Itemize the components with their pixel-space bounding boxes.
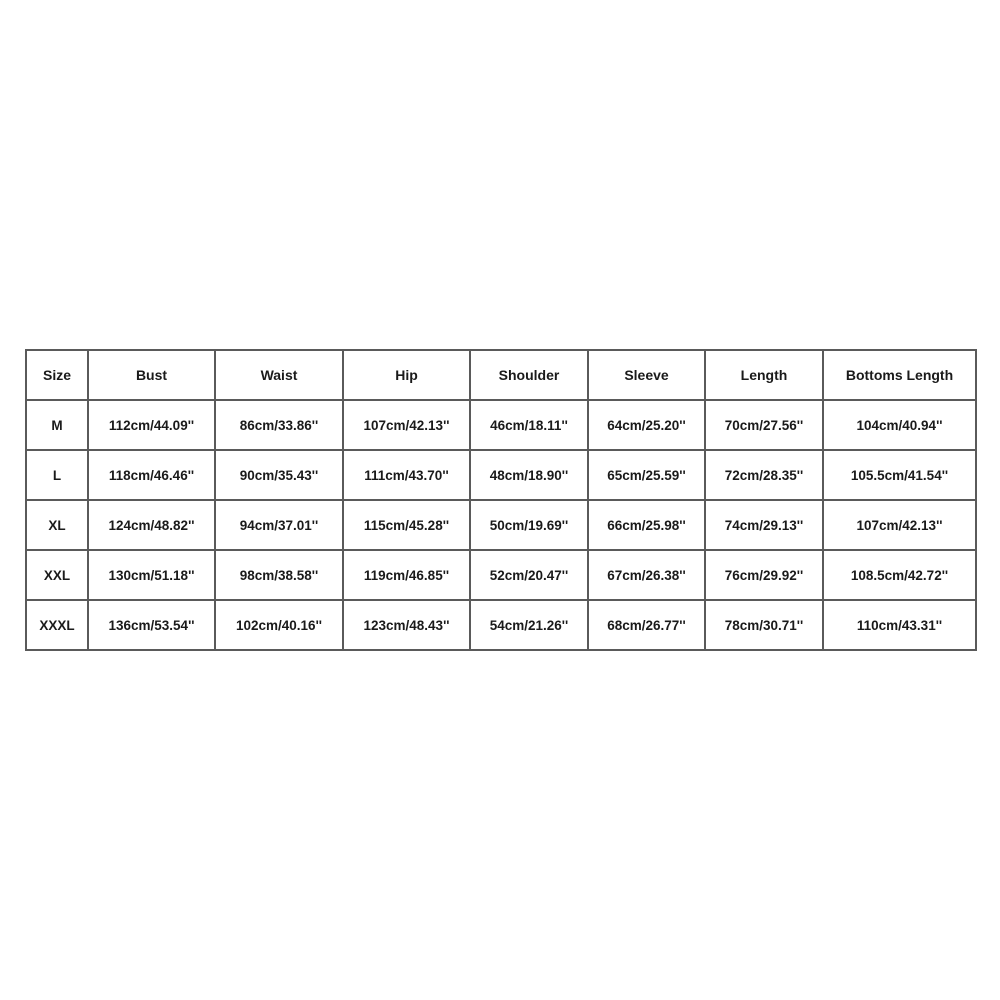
cell-bust: 118cm/46.46''	[88, 450, 215, 500]
cell-waist: 90cm/35.43''	[215, 450, 343, 500]
header-bust: Bust	[88, 350, 215, 400]
cell-sleeve: 68cm/26.77''	[588, 600, 705, 650]
cell-shoulder: 46cm/18.11''	[470, 400, 588, 450]
cell-bottoms-length: 108.5cm/42.72''	[823, 550, 976, 600]
table-row	[26, 500, 976, 550]
cell-waist: 102cm/40.16''	[215, 600, 343, 650]
cell-shoulder: 50cm/19.69''	[470, 500, 588, 550]
cell-waist: 98cm/38.58''	[215, 550, 343, 600]
cell-hip: 123cm/48.43''	[343, 600, 470, 650]
header-waist: Waist	[215, 350, 343, 400]
size-chart-table	[25, 349, 977, 651]
table-row	[26, 450, 976, 500]
cell-size: XXXL	[26, 600, 88, 650]
cell-sleeve: 67cm/26.38''	[588, 550, 705, 600]
table-row	[26, 550, 976, 600]
cell-bust: 112cm/44.09''	[88, 400, 215, 450]
header-hip: Hip	[343, 350, 470, 400]
cell-bottoms-length: 107cm/42.13''	[823, 500, 976, 550]
header-shoulder: Shoulder	[470, 350, 588, 400]
cell-size: XXL	[26, 550, 88, 600]
cell-bottoms-length: 104cm/40.94''	[823, 400, 976, 450]
cell-bust: 136cm/53.54''	[88, 600, 215, 650]
cell-hip: 107cm/42.13''	[343, 400, 470, 450]
header-length: Length	[705, 350, 823, 400]
cell-sleeve: 65cm/25.59''	[588, 450, 705, 500]
cell-bottoms-length: 110cm/43.31''	[823, 600, 976, 650]
cell-waist: 94cm/37.01''	[215, 500, 343, 550]
cell-sleeve: 66cm/25.98''	[588, 500, 705, 550]
table-row	[26, 400, 976, 450]
cell-hip: 115cm/45.28''	[343, 500, 470, 550]
cell-bottoms-length: 105.5cm/41.54''	[823, 450, 976, 500]
cell-waist: 86cm/33.86''	[215, 400, 343, 450]
cell-size: XL	[26, 500, 88, 550]
cell-length: 72cm/28.35''	[705, 450, 823, 500]
cell-bust: 124cm/48.82''	[88, 500, 215, 550]
cell-size: L	[26, 450, 88, 500]
cell-length: 74cm/29.13''	[705, 500, 823, 550]
table-row	[26, 600, 976, 650]
header-bottoms-length: Bottoms Length	[823, 350, 976, 400]
cell-shoulder: 52cm/20.47''	[470, 550, 588, 600]
cell-length: 78cm/30.71''	[705, 600, 823, 650]
cell-shoulder: 54cm/21.26''	[470, 600, 588, 650]
cell-bust: 130cm/51.18''	[88, 550, 215, 600]
table-header-row	[26, 350, 976, 400]
cell-hip: 111cm/43.70''	[343, 450, 470, 500]
cell-size: M	[26, 400, 88, 450]
cell-length: 70cm/27.56''	[705, 400, 823, 450]
cell-length: 76cm/29.92''	[705, 550, 823, 600]
header-sleeve: Sleeve	[588, 350, 705, 400]
cell-shoulder: 48cm/18.90''	[470, 450, 588, 500]
header-size: Size	[26, 350, 88, 400]
cell-hip: 119cm/46.85''	[343, 550, 470, 600]
cell-sleeve: 64cm/25.20''	[588, 400, 705, 450]
